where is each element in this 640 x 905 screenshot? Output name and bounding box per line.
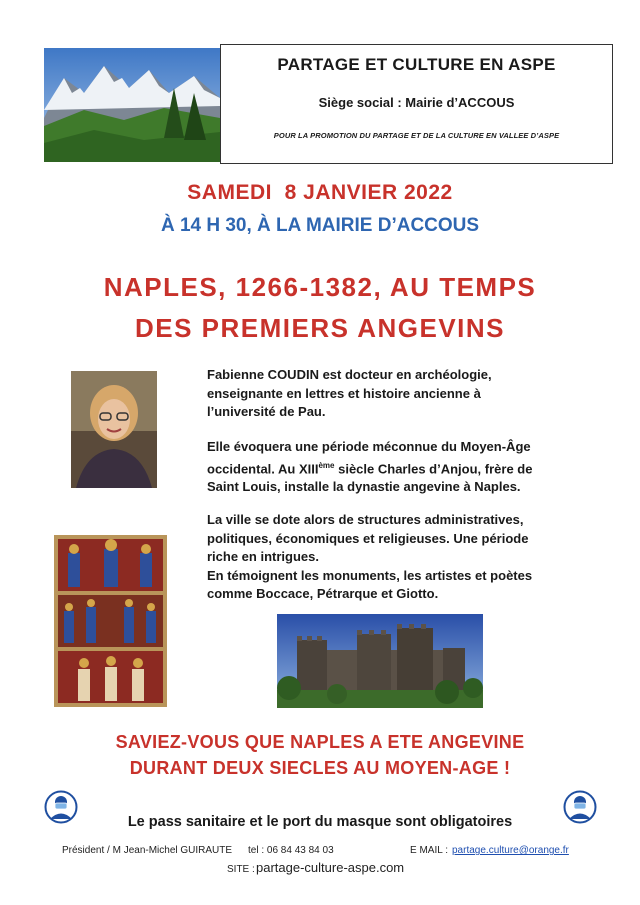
event-date: SAMEDI 8 JANVIER 2022 [187,181,453,204]
email-link[interactable]: partage.culture@orange.fr [452,845,569,856]
event-time-place: À 14 H 30, À LA MAIRIE D’ACCOUS [160,215,480,236]
text-line: Elle évoquera une période méconnue du Moyen-Âge [207,439,531,454]
health-pass-notice: Le pass sanitaire et le port du masque sont obligatoires [127,814,513,830]
text-line [207,457,607,479]
event-title-line1: NAPLES, 1266-1382, AU TEMPS [103,272,537,302]
paragraph-topic [207,438,607,497]
text-line: Saint Louis, installe la dynastie angevine à Naples. [207,479,521,495]
president-contact: Président / M Jean-Michel GUIRAUTE [62,845,233,856]
manuscript-illustration [54,535,167,707]
text-line: riche en intrigues. [207,549,319,564]
text-line: Fabienne COUDIN est docteur en archéologie, [207,367,492,382]
registered-office: Siège social : Mairie d’ACCOUS [318,95,515,110]
text-line: l’université de Pau. [207,404,326,419]
paragraph-city [207,511,607,604]
text-segment: occidental. Au XIII [207,460,319,476]
header-box [220,44,613,164]
paragraph-speaker [207,366,607,422]
castle-photo [277,614,483,708]
superscript: ème [318,460,335,470]
mountain-photo [44,48,220,162]
website-link[interactable]: partage-culture-aspe.com [256,860,405,875]
event-title-line2: DES PREMIERS ANGEVINS [134,313,506,343]
question-line1: SAVIEZ-VOUS QUE NAPLES A ETE ANGEVINE [115,732,525,752]
site-label: SITE : [227,864,255,875]
email-label: E MAIL : [410,845,448,856]
text-line: La ville se dote alors de structures administratives, [207,512,524,527]
question-line2: DURANT DEUX SIECLES AU MOYEN-AGE ! [129,758,511,778]
text-line: comme Boccace, Pétrarque et Giotto. [207,586,439,601]
text-line: enseignante en lettres et histoire ancienne à [207,385,481,401]
tagline: POUR LA PROMOTION DU PARTAGE ET DE LA CULTURE EN VALLEE D’ASPE [273,131,560,140]
organization-name: PARTAGE ET CULTURE EN ASPE [277,55,556,74]
speaker-portrait [71,371,157,488]
text-segment: siècle Charles d’Anjou, frère de [334,460,533,476]
text-line: politiques, économiques et religieuses. Une période [207,530,529,546]
phone-number: tel : 06 84 43 84 03 [248,845,334,856]
text-line: En témoignent les monuments, les artistes et poètes [207,567,533,583]
